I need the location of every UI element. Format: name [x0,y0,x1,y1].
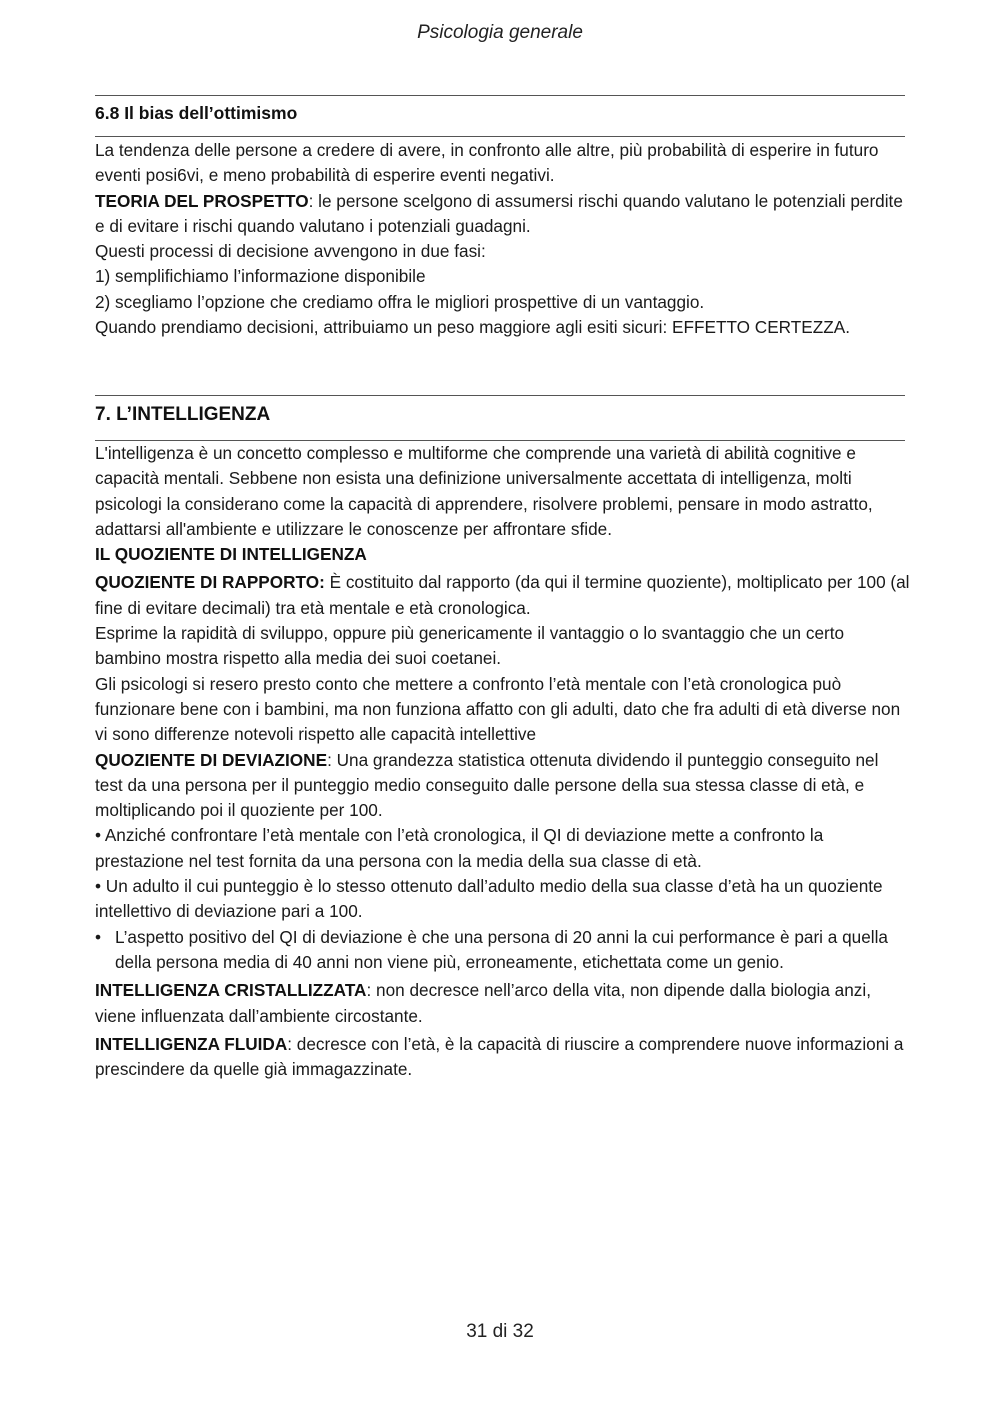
ratio-iq-label: QUOZIENTE DI RAPPORTO: [95,572,325,593]
phases-intro: Questi processi di decisione avvengono in due fasi: [95,241,486,262]
fluid-intelligence-paragraph [95,1032,910,1083]
crystallized-intelligence-paragraph [95,978,910,1029]
bullet-item-2: • Un adulto il cui punteggio è lo stesso ottenuto dall’adulto medio della sua classe d’età ha un quoziente intellettivo di deviazione pari a 100. [95,876,883,922]
crystallized-intelligence-text: : non decresce nell’arco della vita, non dipende dalla biologia anzi, viene influenzata dall’ambiente circostante. [95,980,871,1026]
intelligence-definition: L'intelligenza è un concetto complesso e multiforme che comprende una varietà di abilità cognitive e capacità mentali. Sebbene non esista una definizione universalmente accettata di intelligenza, molti psicologi la considerano come la capacità di apprendere, risolvere problemi, pensare in modo astratto, adattarsi all'ambiente e utilizzare le conoscenze per affrontare sfide. [95,443,873,539]
section-rule-bottom [95,136,905,137]
phase-2: 2) scegliamo l’opzione che crediamo offra le migliori prospettive di un vantaggio. [95,291,705,312]
section-7-body [95,441,910,1082]
chapter-heading-7: 7. L’INTELLIGENZA [95,404,271,425]
bullet-item-1: • Anziché confrontare l’età mentale con l’età cronologica, il QI di deviazione mette a confronto la prestazione nel test fornita da una persona con la media della sua classe di età. [95,825,824,871]
ratio-iq-paragraph [95,570,910,621]
bullet-item-3 [95,925,910,976]
section-6-8-body [95,138,910,340]
fluid-intelligence-text: : decresce con l’età, è la capacità di riuscire a comprendere nuove informazioni a prescindere da quelle già immagazzinate. [95,1033,904,1080]
deviation-iq-text: : Una grandezza statistica ottenuta dividendo il punteggio conseguito nel test da una persona per il punteggio medio conseguito dalle persone della sua stessa classe di età, e moltiplicando poi il quoziente per 100. [95,749,879,821]
deviation-iq-paragraph [95,748,910,824]
bullet-item-3-text: L’aspetto positivo del QI di deviazione è che una persona di 20 anni la cui performance è pari a quella della persona media di 40 anni non viene più, erroneamente, etichettata come un genio. [115,926,888,972]
ratio-iq-text: È costituito dal rapporto (da qui il termine quoziente), moltiplicato per 100 (al fine di evitare decimali) tra età mentale e età cronologica. [95,572,910,618]
phase-1: 1) semplifichiamo l’informazione disponibile [95,266,426,287]
deviation-iq-label: QUOZIENTE DI DEVIAZIONE [95,749,328,770]
optimism-definition: La tendenza delle persone a credere di avere, in confronto alle altre, più probabilità di esperire in futuro eventi posi6vi, e meno probabilità di esperire eventi negativi. [95,140,879,186]
prospect-theory-label: TEORIA DEL PROSPETTO [95,190,309,211]
fluid-intelligence-label: INTELLIGENZA FLUIDA [95,1033,288,1054]
bullet-marker: • [95,926,102,947]
page-header-title: Psicologia generale [417,22,583,43]
prospect-theory-paragraph [95,189,910,240]
chapter-rule-top [95,395,905,396]
prospect-theory-text: : le persone scelgono di assumersi rischi quando valutano le potenziali perdite e di evitare i rischi quando valutano i potenziali guadagni. [95,190,903,236]
page-number: 31 di 32 [466,1321,534,1342]
iq-subheading-text: IL QUOZIENTE DI INTELLIGENZA [95,544,367,565]
section-rule-top [95,95,905,96]
crystallized-intelligence-label: INTELLIGENZA CRISTALLIZZATA [95,980,367,1001]
certainty-effect: Quando prendiamo decisioni, attribuiamo un peso maggiore agli esiti sicuri: EFFETTO CERTEZZA. [95,317,850,338]
psychologists-paragraph: Gli psicologi si resero presto conto che mettere a confronto l’età mentale con l’età cronologica può funzionare bene con i bambini, ma non funziona affatto con gli adulti, dato che fra adulti di età diverse non vi sono differenze notevoli rispetto alle capacità intellettive [95,673,901,745]
iq-subheading [95,542,910,567]
development-speed-paragraph: Esprime la rapidità di sviluppo, oppure più genericamente il vantaggio o lo svantaggio che un certo bambino mostra rispetto alla media dei suoi coetanei. [95,623,845,669]
section-heading-6-8: 6.8 Il bias dell’ottimismo [95,103,298,123]
